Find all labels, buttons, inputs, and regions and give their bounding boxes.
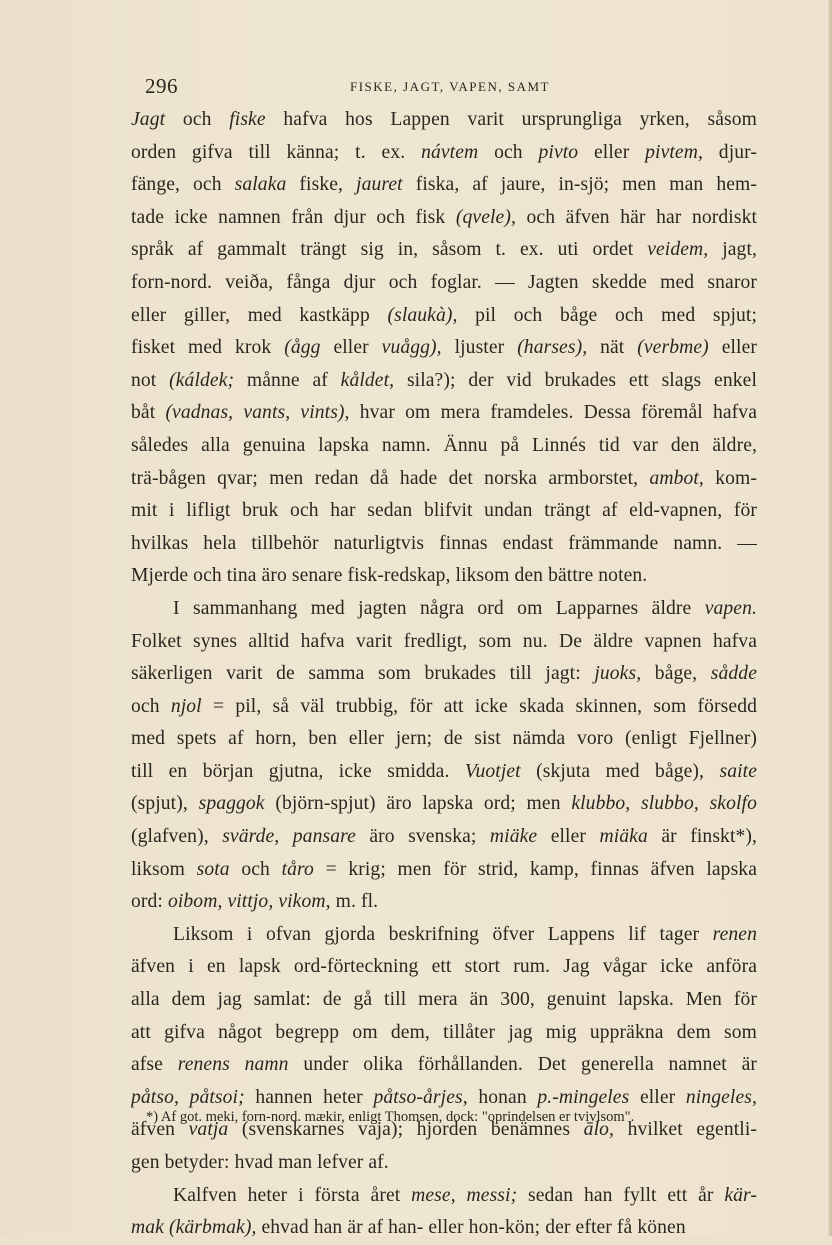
italic-term: ambot,	[649, 467, 704, 489]
text-line	[131, 169, 757, 202]
italic-term: návtem	[421, 141, 479, 163]
text-run: Folket synes alltid hafva varit fredligt, som nu. De äldre vapnen hafva	[131, 630, 757, 652]
text-run: eller	[578, 141, 646, 163]
page-number: 296	[145, 74, 178, 98]
text-run: orden gifva till känna; t. ex.	[131, 141, 422, 163]
text-run: båt	[131, 402, 166, 424]
text-run: (björn-spjut) äro lapska ord; men	[264, 793, 572, 815]
italic-term: pivtem,	[645, 141, 703, 163]
italic-term: sådde	[710, 663, 757, 685]
text-run: ehvad han är af han- eller hon-kön; der efter få könen	[256, 1217, 686, 1239]
text-line	[131, 984, 757, 1017]
text-run: hannen heter	[244, 1086, 374, 1108]
text-run: månne af	[234, 369, 341, 391]
italic-term: p.-mingeles	[537, 1086, 630, 1108]
text-run: forn-nord. veiða, fånga djur och foglar. — Jagten skedde med snaror	[131, 271, 757, 293]
text-run: hafva hos Lappen varit ursprungliga yrken, såsom	[265, 109, 757, 130]
italic-term: fiske	[229, 109, 266, 130]
running-head: FISKE, JAGT, VAPEN, SAMT	[350, 79, 550, 94]
text-run: under olika förhållanden. Det generella namnet är	[288, 1054, 757, 1076]
text-run: eller giller, med kastkäpp	[131, 304, 388, 326]
text-line	[131, 137, 757, 170]
text-run: pil och båge och med spjut;	[457, 304, 757, 326]
text-line	[131, 886, 757, 919]
text-run: hvilkas hela tillbehör naturligtvis finnas endast främmande namn. —	[131, 532, 757, 554]
italic-term: Jagt	[131, 109, 166, 130]
text-run: båge,	[641, 663, 711, 685]
text-run: liksom	[131, 858, 197, 880]
text-run: sedan han fyllt ett år	[517, 1184, 725, 1206]
text-run: (svenskarnes vaja); hjorden benämnes	[228, 1119, 584, 1141]
italic-term: (slaukà),	[387, 304, 458, 326]
text-line	[131, 397, 757, 430]
text-run: eller	[320, 337, 382, 359]
text-run: Mjerde och tina äro senare fisk-redskap, liksom den bättre noten.	[131, 565, 648, 587]
text-run: gen betyder: hvad man lefver af.	[131, 1152, 389, 1173]
text-run: att gifva något begrepp om dem, tillåter jag mig uppräkna dem som	[131, 1021, 757, 1043]
text-run: är finskt*),	[647, 826, 757, 848]
italic-term: jauret	[356, 174, 403, 196]
text-run: sila?); der vid brukades ett slags enkel	[394, 369, 757, 391]
italic-term: (ågg	[284, 337, 321, 359]
text-run: och	[478, 141, 539, 163]
text-run: ljuster	[441, 337, 518, 359]
text-run: fiske,	[286, 174, 357, 196]
italic-term: (harses),	[517, 337, 588, 359]
italic-term: vapen.	[704, 597, 757, 619]
text-run: och	[165, 109, 230, 130]
text-line	[131, 658, 757, 691]
italic-term: mese, messi;	[411, 1184, 518, 1206]
text-line	[131, 951, 757, 984]
text-run: honan	[467, 1086, 538, 1108]
text-line	[131, 788, 757, 821]
text-run: hvilket egentli-	[614, 1119, 757, 1141]
text-run: äfven	[131, 1119, 189, 1141]
italic-term: spaggok	[198, 793, 265, 815]
italic-term: (káldek;	[169, 369, 235, 391]
text-run: till en början gjutna, icke smidda.	[131, 760, 465, 782]
italic-term: veidem,	[647, 239, 709, 261]
italic-term: renen	[712, 923, 757, 945]
italic-term: juoks,	[594, 663, 642, 685]
italic-term: kär-	[724, 1184, 757, 1206]
text-run: afse	[131, 1054, 178, 1076]
italic-term: (verbme)	[637, 337, 709, 359]
text-run: och äfven här har nordiskt	[515, 206, 757, 228]
italic-term: saite	[719, 760, 757, 782]
text-line	[131, 560, 757, 593]
italic-term: klubbo, slubbo, skolfo	[571, 793, 757, 815]
text-run: eller	[629, 1086, 686, 1108]
text-run: Kalfven heter i första året	[173, 1184, 412, 1206]
text-line	[131, 691, 757, 724]
text-line	[131, 1147, 757, 1180]
text-run: äro svenska;	[355, 826, 490, 848]
italic-term: kåldet,	[340, 369, 395, 391]
text-line	[131, 332, 757, 365]
italic-term: renens namn	[177, 1054, 289, 1076]
italic-term: sota	[196, 858, 230, 880]
text-run: djur-	[702, 141, 757, 163]
text-line	[131, 919, 757, 952]
text-run: hvar om mera framdeles. Dessa föremål hafva	[349, 402, 757, 424]
text-run: not	[131, 369, 170, 391]
text-line	[131, 300, 757, 333]
text-run: = pil, så väl trubbig, för att icke skada skinnen, som försedd	[201, 695, 757, 717]
text-run: (skjuta med båge),	[520, 760, 720, 782]
text-run: kom-	[703, 467, 757, 489]
text-line	[131, 104, 757, 137]
text-line	[131, 1017, 757, 1050]
text-run: tade icke namnen från djur och fisk	[131, 206, 456, 228]
text-line	[131, 1212, 757, 1245]
italic-term: svärde, pansare	[222, 826, 356, 848]
text-run: Liksom i ofvan gjorda beskrifning öfver Lappens lif tager	[173, 923, 713, 945]
italic-term: tåro	[281, 858, 314, 880]
italic-term: mak (kärbmak),	[131, 1217, 257, 1239]
page-edge	[828, 0, 832, 1236]
text-line	[131, 528, 757, 561]
text-run: språk af gammalt trängt sig in, såsom t. ex. uti ordet	[131, 239, 648, 261]
page-header	[145, 76, 755, 96]
text-line	[131, 463, 757, 496]
text-run: jagt,	[708, 239, 757, 261]
text-run: = krig; men för strid, kamp, finnas äfven lapska	[313, 858, 757, 880]
text-run: och	[131, 695, 171, 717]
text-run: således alla genuina lapska namn. Ännu på Linnés tid var den äldre,	[131, 434, 757, 456]
text-run: trä-bågen qvar; men redan då hade det norska armborstet,	[131, 467, 650, 489]
text-line	[131, 430, 757, 463]
italic-term: pivto	[538, 141, 579, 163]
text-line	[131, 365, 757, 398]
text-line	[131, 821, 757, 854]
text-run: m. fl.	[330, 891, 379, 913]
italic-term: salaka	[234, 174, 287, 196]
text-run: fisket med krok	[131, 337, 285, 359]
text-run: med spets af horn, ben eller jern; de sist nämda voro (enligt Fjellner)	[131, 728, 757, 750]
italic-term: påtso, påtsoi;	[131, 1086, 245, 1108]
text-line	[131, 1049, 757, 1082]
text-run: (glafven),	[131, 826, 223, 848]
text-run: mit i lifligt bruk och har sedan blifvit undan trängt af eld-vapnen, för	[131, 500, 757, 522]
italic-term: Vuotjet	[464, 760, 521, 782]
text-run: alla dem jag samlat: de gå till mera än 300, genuint lapska. Men för	[131, 989, 757, 1011]
italic-term: miäke	[489, 826, 538, 848]
italic-term: vuågg),	[381, 337, 442, 359]
text-run: eller	[708, 337, 757, 359]
text-run: och	[229, 858, 282, 880]
text-line	[131, 234, 757, 267]
italic-term: njol	[170, 695, 202, 717]
text-line	[131, 756, 757, 789]
text-run: nät	[587, 337, 638, 359]
footnote: *) Af got. meki, forn-nord. mækir, enligt Thomsen, dock: "oprindelsen er tvivlsom".	[146, 1109, 635, 1125]
text-run: (spjut),	[131, 793, 199, 815]
text-run: ord:	[131, 891, 168, 913]
text-run: eller	[537, 826, 600, 848]
italic-term: vatja	[188, 1119, 229, 1141]
italic-term: (vadnas, vants, vints),	[165, 402, 350, 424]
text-line	[131, 1180, 757, 1213]
text-line	[131, 723, 757, 756]
italic-term: oibom, vittjo, vikom,	[167, 891, 331, 913]
text-line	[131, 202, 757, 235]
body-text	[131, 104, 757, 1245]
italic-term: (qvele),	[455, 206, 516, 228]
italic-term: miäka	[599, 826, 648, 848]
text-run: fänge, och	[131, 174, 235, 196]
italic-term: ningeles,	[685, 1086, 757, 1108]
text-run: I sammanhang med jagten några ord om Lapparnes äldre	[173, 597, 705, 619]
text-run: fiska, af jaure, in-sjö; men man hem-	[402, 174, 757, 196]
italic-term: ālo,	[583, 1119, 615, 1141]
italic-term: påtso-årjes,	[373, 1086, 468, 1108]
text-line	[131, 267, 757, 300]
text-line	[131, 626, 757, 659]
text-line	[131, 593, 757, 626]
text-run: säkerligen varit de samma som brukades till jagt:	[131, 663, 595, 685]
text-run: äfven i en lapsk ord-förteckning ett stort rum. Jag vågar icke anföra	[131, 956, 757, 978]
text-line	[131, 854, 757, 887]
text-line	[131, 495, 757, 528]
